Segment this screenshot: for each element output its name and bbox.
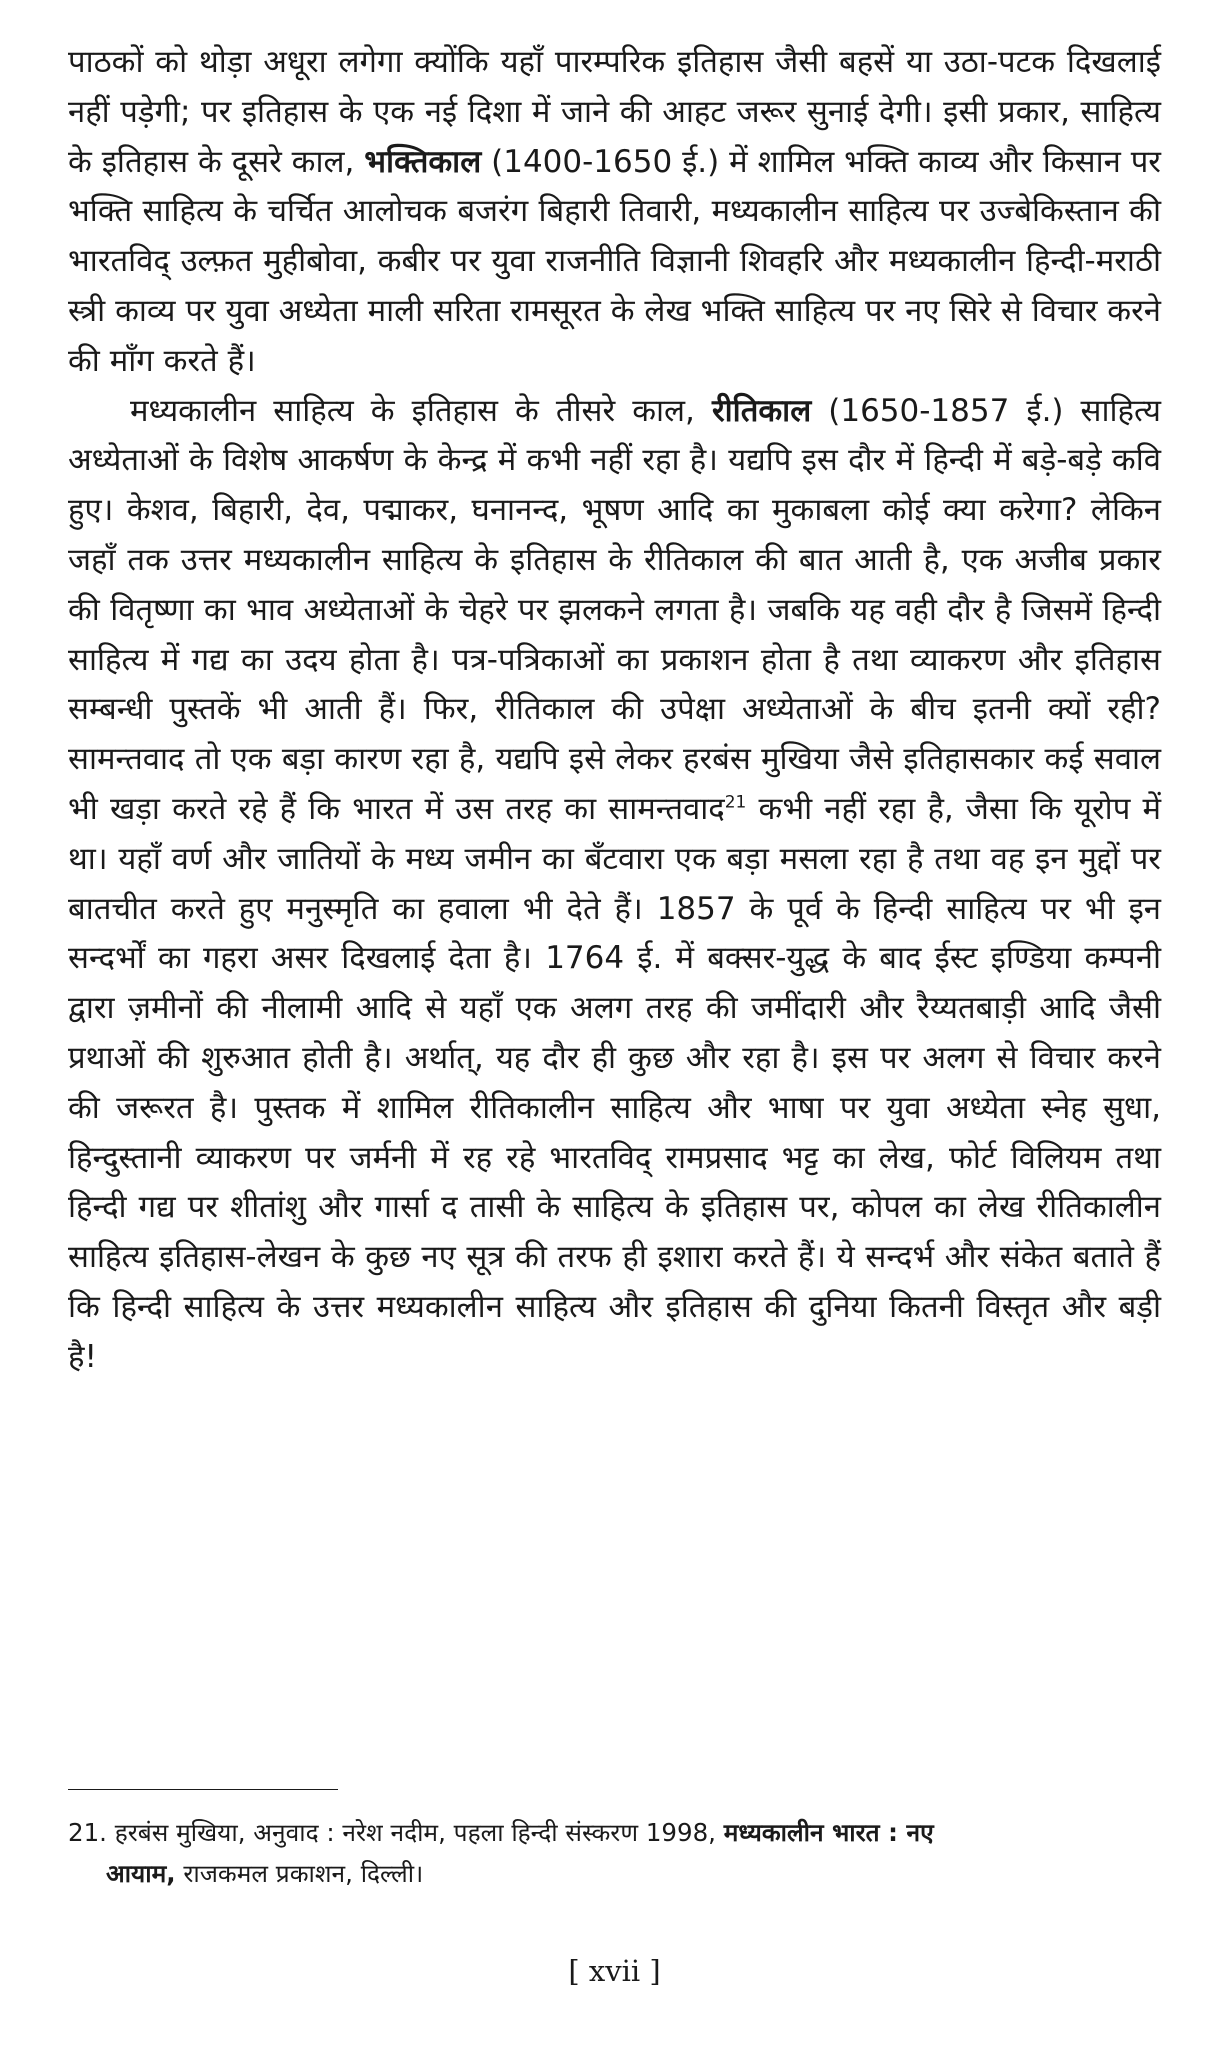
term-bhaktikal: भक्तिकाल [364, 143, 482, 180]
footnote-text-2: राजकमल प्रकाशन, दिल्ली। [175, 1859, 424, 1888]
paragraph-2-text-2: (1650-1857 ई.) साहित्य अध्येताओं के विशेष आकर्षण के केन्द्र में कभी नहीं रहा है। यद्यपि इस दौर में हिन्दी में बड़े-बड़े कवि हुए। केशव, बिहारी, देव, पद्माकर, घनानन्द, भूषण आदि का मुकाबला कोई क्या करेगा? लेकिन जहाँ तक उत्तर मध्यकालीन साहित्य के इतिहास के रीतिकाल की बात आती है, एक अजीब प्रकार की वितृष्णा का भाव अध्येताओं के चेहरे पर झलकने लगता है। जबकि यह वही दौर है जिसमें हिन्दी साहित्य में गद्य का उदय होता है। पत्र-पत्रिकाओं का प्रकाशन होता है तथा व्याकरण और इतिहास सम्बन्धी पुस्तकें भी आती हैं। फिर, रीतिकाल की उपेक्षा अध्येताओं के बीच इतनी क्यों रही? सामन्तवाद तो एक बड़ा कारण रहा है, यद्यपि इसे लेकर हरबंस मुखिया जैसे इतिहासकार कई सवाल भी खड़ा करते रहे हैं कि भारत में उस तरह का सामन्तवाद [68, 392, 1161, 827]
page-body [68, 38, 1161, 1383]
footnote-number: 21. [68, 1818, 107, 1847]
footnote-reference[interactable]: 21 [724, 792, 747, 813]
paragraph-2 [68, 387, 1161, 1383]
footnote-book-title: मध्यकालीन भारत : नए [723, 1818, 934, 1847]
paragraph-2-text-1: मध्यकालीन साहित्य के इतिहास के तीसरे काल, [130, 392, 712, 429]
paragraph-1-text-1: पाठकों को थोड़ा अधूरा लगेगा क्योंकि यहाँ पारम्परिक इतिहास जैसी बहसें या उठा-पटक दिखलाई नहीं पड़ेगी; पर इतिहास के एक नई दिशा में जाने की आहट जरूर सुनाई देगी। इसी प्रकार, साहित्य के इतिहास के दूसरे काल, [68, 44, 1161, 180]
footnote-divider [68, 1789, 338, 1790]
footnote-text-1: हरबंस मुखिया, अनुवाद : नरेश नदीम, पहला हिन्दी संस्करण 1998, [106, 1818, 724, 1847]
paragraph-1-text-2: (1400-1650 ई.) में शामिल भक्ति काव्य और किसान पर भक्ति साहित्य के चर्चित आलोचक बजरंग बिहारी तिवारी, मध्यकालीन साहित्य पर उज्बेकिस्तान की भारतविद् उल्फ़त मुहीबोवा, कबीर पर युवा राजनीति विज्ञानी शिवहरि और मध्यकालीन हिन्दी-मराठी स्त्री काव्य पर युवा अध्येता माली सरिता रामसूरत के लेख भक्ति साहित्य पर नए सिरे से विचार करने की माँग करते हैं। [68, 143, 1161, 379]
footnote-book-title-cont: आयाम, [106, 1859, 176, 1888]
paragraph-1 [68, 38, 1161, 387]
footnote-21 [68, 1812, 1161, 1894]
page-number: [ xvii ] [568, 1954, 661, 1988]
paragraph-2-text-3: कभी नहीं रहा है, जैसा कि यूरोप में था। यहाँ वर्ण और जातियों के मध्य जमीन का बँटवारा एक बड़ा मसला रहा है तथा वह इन मुद्दों पर बातचीत करते हुए मनुस्मृति का हवाला भी देते हैं। 1857 के पूर्व के हिन्दी साहित्य पर भी इन सन्दर्भों का गहरा असर दिखलाई देता है। 1764 ई. में बक्सर-युद्ध के बाद ईस्ट इण्डिया कम्पनी द्वारा ज़मीनों की नीलामी आदि से यहाँ एक अलग तरह की जमींदारी और रैय्यतबाड़ी आदि जैसी प्रथाओं की शुरुआत होती है। अर्थात्, यह दौर ही कुछ और रहा है। इस पर अलग से विचार करने की जरूरत है। पुस्तक में शामिल रीतिकालीन साहित्य और भाषा पर युवा अध्येता स्नेह सुधा, हिन्दुस्तानी व्याकरण पर जर्मनी में रह रहे भारतविद् रामप्रसाद भट्ट का लेख, फोर्ट विलियम तथा हिन्दी गद्य पर शीतांशु और गार्सा द तासी के साहित्य के इतिहास पर, कोपल का लेख रीतिकालीन साहित्य इतिहास-लेखन के कुछ नए सूत्र की तरफ ही इशारा करते हैं। ये सन्दर्भ और संकेत बताते हैं कि हिन्दी साहित्य के उत्तर मध्यकालीन साहित्य और इतिहास की दुनिया कितनी विस्तृत और बड़ी है! [68, 790, 1161, 1375]
term-ritikal: रीतिकाल [711, 392, 812, 429]
